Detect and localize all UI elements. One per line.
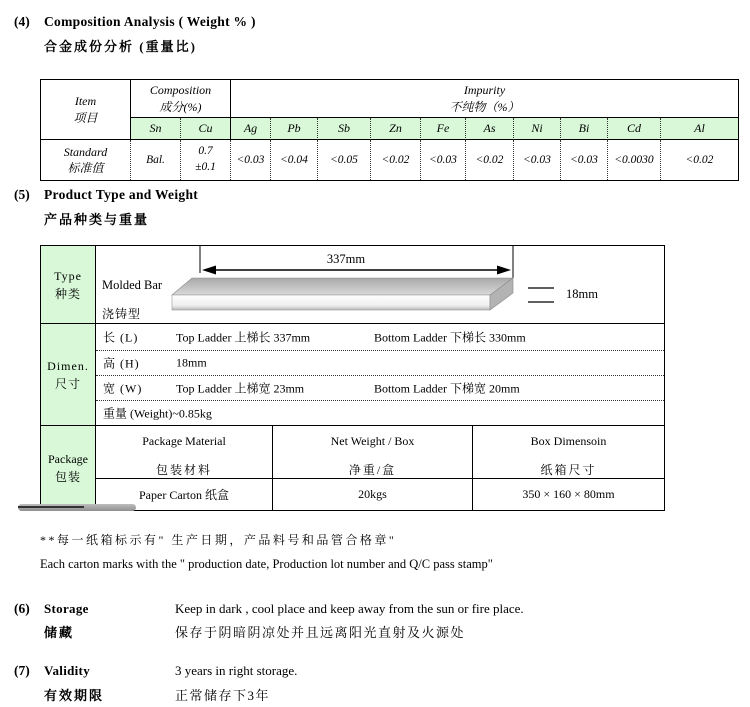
box-dimension-header-en: Box Dimensoin — [530, 434, 607, 448]
col-header-ni: Ni — [514, 118, 561, 140]
package-material-header-zh: 包装材料 — [155, 463, 212, 477]
composition-header-cell — [131, 80, 231, 118]
length-top-value: Top Ladder 上梯长 337mm — [176, 330, 311, 345]
section5-number: (5) — [14, 187, 30, 202]
width-label: 宽 (W) — [103, 381, 143, 396]
item-header-cell — [41, 80, 131, 140]
col-header-fe: Fe — [421, 118, 466, 140]
type-label-cell — [41, 246, 96, 324]
width-top-value: Top Ladder 上梯宽 23mm — [176, 381, 305, 396]
weight-value: 重量 (Weight)~0.85kg — [103, 406, 212, 421]
value-cu-line1: 0.7 — [198, 145, 213, 158]
package-material-value: Paper Carton 纸盒 — [96, 479, 273, 510]
box-dimension-header-zh: 纸箱尺寸 — [540, 463, 597, 477]
value-ni: <0.03 — [514, 140, 561, 180]
width-bottom-value: Bottom Ladder 下梯宽 20mm — [374, 381, 520, 396]
weight-row — [96, 401, 664, 426]
composition-header-en: Composition — [149, 83, 212, 98]
dimen-label-cell — [41, 324, 96, 426]
col-header-bi: Bi — [561, 118, 608, 140]
height-dimension-label: 18mm — [566, 287, 598, 301]
impurity-header-cell — [231, 80, 738, 118]
col-header-ag: Ag — [231, 118, 271, 140]
width-row — [96, 376, 664, 401]
type-content-cell — [96, 246, 664, 324]
item-header-zh: 项目 — [73, 110, 98, 125]
net-weight-header — [273, 426, 473, 479]
col-header-cu: Cu — [181, 118, 231, 140]
col-header-sb: Sb — [318, 118, 371, 140]
impurity-header-zh: 不纯物（%） — [449, 99, 520, 114]
standard-row-label — [41, 140, 131, 180]
col-header-al: Al — [661, 118, 738, 140]
type-label-zh: 种类 — [54, 286, 81, 301]
package-label-zh: 包装 — [54, 469, 81, 484]
bar-top-face — [172, 278, 513, 295]
standard-label-en: Standard — [63, 144, 108, 159]
box-dimension-value: 350 × 160 × 80mm — [522, 487, 615, 501]
value-zn: <0.02 — [371, 140, 421, 180]
value-cd: <0.0030 — [608, 140, 661, 180]
section6-number: (6) — [14, 601, 30, 616]
value-pb: <0.04 — [271, 140, 318, 180]
arrowhead-left — [202, 266, 216, 275]
col-header-sn: Sn — [131, 118, 181, 140]
box-dimension-header — [473, 426, 664, 479]
section4-title-zh: 合金成份分析 (重量比) — [44, 39, 197, 54]
section7-label-en: Validity — [44, 663, 90, 678]
net-weight-value: 20kgs — [273, 479, 473, 510]
net-weight-header-en: Net Weight / Box — [330, 434, 415, 448]
section6-content-zh: 保存于阴暗阴凉处并且远离阳光直射及火源处 — [175, 625, 466, 640]
bar-front-face — [172, 295, 490, 310]
dimen-label-en: Dimen. — [47, 358, 89, 373]
section7-content-en: 3 years in right storage. — [175, 663, 298, 678]
section5-title-en: Product Type and Weight — [44, 187, 199, 202]
package-material-header-en: Package Material — [142, 434, 226, 448]
height-row — [96, 351, 664, 376]
gray-artifact-line — [18, 506, 84, 508]
value-sn: Bal. — [131, 140, 181, 180]
col-header-pb: Pb — [271, 118, 318, 140]
value-cu — [181, 140, 231, 180]
impurity-header-en: Impurity — [463, 83, 506, 98]
value-ag: <0.03 — [231, 140, 271, 180]
length-dimension-label: 337mm — [326, 252, 366, 266]
molded-bar-diagram — [96, 246, 662, 322]
length-bottom-value: Bottom Ladder 下梯长 330mm — [374, 330, 526, 345]
section7-content-zh: 正常储存下3年 — [175, 688, 271, 703]
section6-label-zh: 储藏 — [44, 625, 75, 640]
carton-note-zh: **每一纸箱标示有" 生产日期，产品料号和品管合格章" — [40, 533, 397, 547]
type-value-en: Molded Bar — [102, 278, 163, 292]
section6-label-en: Storage — [44, 601, 89, 616]
value-sb: <0.05 — [318, 140, 371, 180]
height-value: 18mm — [176, 355, 207, 370]
dimen-label-zh: 尺寸 — [54, 376, 81, 391]
package-label-en: Package — [48, 451, 88, 466]
value-fe: <0.03 — [421, 140, 466, 180]
section7-number: (7) — [14, 663, 30, 678]
carton-note-en: Each carton marks with the " production date, Production lot number and Q/C pass stamp" — [40, 557, 493, 571]
col-header-zn: Zn — [371, 118, 421, 140]
package-label-cell — [41, 426, 96, 510]
height-label: 高 (H) — [103, 356, 140, 371]
section4-number: (4) — [14, 14, 30, 29]
package-material-header — [96, 426, 273, 479]
length-label: 长 (L) — [103, 330, 139, 345]
section7-label-zh: 有效期限 — [44, 688, 105, 703]
composition-header-zh: 成分(%) — [159, 99, 202, 114]
section5-title-zh: 产品种类与重量 — [44, 212, 150, 227]
value-as: <0.02 — [466, 140, 514, 180]
net-weight-header-zh: 净重/盒 — [348, 463, 397, 477]
item-header-en: Item — [74, 94, 97, 109]
composition-table — [40, 79, 739, 181]
arrowhead-right — [497, 266, 511, 275]
col-header-as: As — [466, 118, 514, 140]
value-cu-line2: ±0.1 — [195, 161, 216, 173]
standard-label-zh: 标准值 — [67, 161, 104, 175]
product-table — [40, 245, 665, 511]
section6-content-en: Keep in dark , cool place and keep away from the sun or fire place. — [175, 601, 524, 616]
section4-title-en: Composition Analysis ( Weight % ) — [44, 14, 256, 29]
value-bi: <0.03 — [561, 140, 608, 180]
value-al: <0.02 — [685, 154, 714, 166]
col-header-cd: Cd — [608, 118, 661, 140]
length-row — [96, 324, 664, 351]
type-label-en: Type — [54, 268, 82, 283]
type-value-zh: 浇铸型 — [102, 307, 142, 321]
